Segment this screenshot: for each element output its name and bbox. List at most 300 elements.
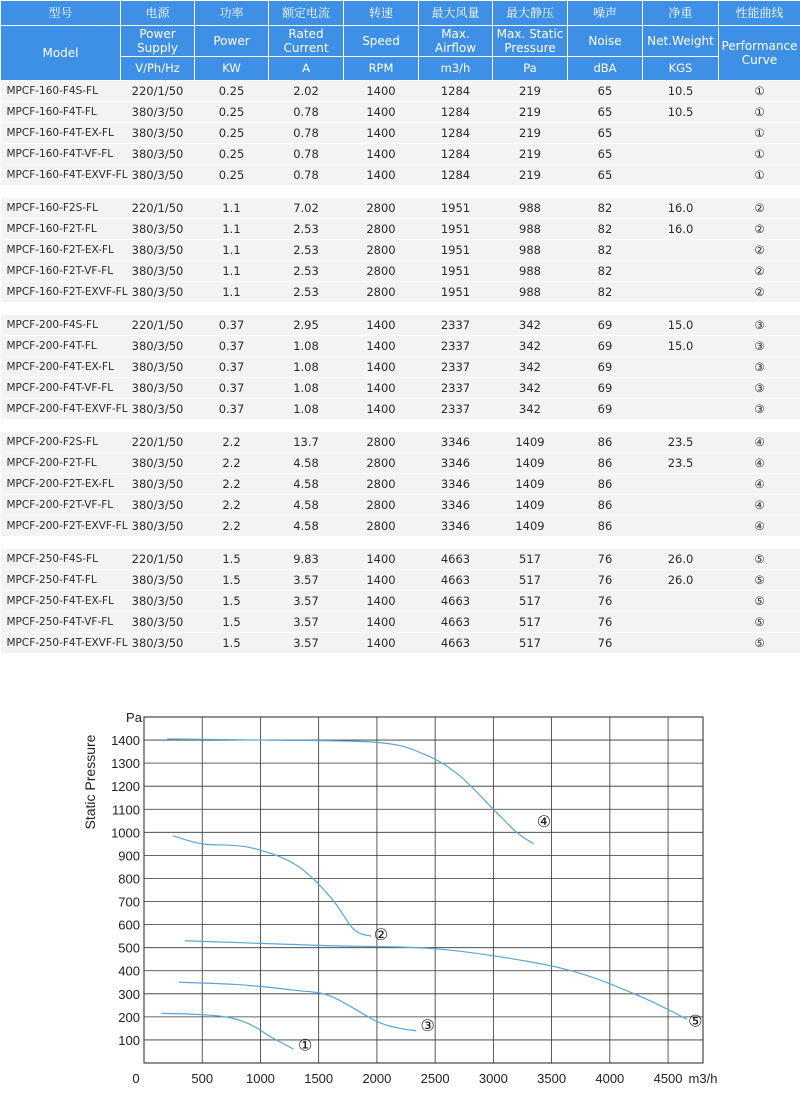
table-cell: 1951 [419,198,493,219]
table-cell: 4663 [419,570,493,591]
table-cell: 380/3/50 [121,474,195,495]
table-cell [643,261,719,282]
unit-supply: V/Ph/Hz [121,57,195,81]
table-cell: 16.0 [643,219,719,240]
header-row-zh [1,1,800,26]
table-cell: 219 [493,81,568,102]
table-cell: 13.7 [269,432,344,453]
table-cell: ⑤ [719,633,800,654]
table-cell: 4663 [419,633,493,654]
table-row [1,399,800,420]
table-cell: 1400 [344,315,419,336]
table-cell: 380/3/50 [121,240,195,261]
table-cell: 1284 [419,81,493,102]
y-tick-label: 1100 [112,802,140,818]
table-cell: 4.58 [269,474,344,495]
model-cell: MPCF-160-F2T-VF-FL [1,261,121,282]
table-cell: 2.53 [269,261,344,282]
y-axis-unit: Pa [126,710,142,725]
group-spacer-cell [1,186,800,199]
table-cell: ③ [719,315,800,336]
series-line-4 [167,739,533,844]
table-cell: 0.25 [195,165,269,186]
table-cell: 1.5 [195,612,269,633]
header-current: Rated Current [269,26,344,57]
table-cell: 1.5 [195,549,269,570]
table-cell: 380/3/50 [121,495,195,516]
y-tick-label: 700 [118,894,140,910]
table-cell: ① [719,81,800,102]
table-cell: 1400 [344,570,419,591]
table-cell: 1400 [344,336,419,357]
table-cell: 1400 [344,591,419,612]
table-cell: ② [719,198,800,219]
table-cell: 220/1/50 [121,198,195,219]
table-cell: ① [719,102,800,123]
table-cell: 342 [493,399,568,420]
table-cell: 0.37 [195,378,269,399]
table-row [1,315,800,336]
table-row [1,240,800,261]
unit-weight: KGS [643,57,719,81]
table-cell: 2337 [419,378,493,399]
table-cell: 2800 [344,453,419,474]
table-cell: 220/1/50 [121,549,195,570]
table-cell: ① [719,123,800,144]
series-line-1 [161,1013,293,1049]
header-row-units [1,57,800,81]
performance-chart-svg [0,690,800,1099]
table-cell: 4663 [419,591,493,612]
table-row [1,453,800,474]
table-cell: 380/3/50 [121,357,195,378]
table-cell: 2.2 [195,432,269,453]
x-tick-label: 500 [191,1071,214,1086]
table-cell: 1284 [419,165,493,186]
table-cell: 219 [493,123,568,144]
table-cell: 2800 [344,516,419,537]
curve-label-5: ⑤ [688,1011,703,1031]
y-tick-label: 500 [118,940,140,956]
table-cell: 517 [493,612,568,633]
table-cell: 3346 [419,516,493,537]
unit-airflow: m3/h [419,57,493,81]
table-row [1,474,800,495]
table-cell: ④ [719,474,800,495]
group-spacer [1,186,800,199]
model-cell: MPCF-160-F4S-FL [1,81,121,102]
table-cell: 65 [568,165,643,186]
table-cell: 1400 [344,144,419,165]
x-tick-label: 2000 [362,1071,392,1086]
table-cell: 10.5 [643,81,719,102]
table-cell: 380/3/50 [121,453,195,474]
table-cell: 2337 [419,357,493,378]
table-cell: 988 [493,282,568,303]
table-cell: 3346 [419,474,493,495]
series-line-2 [173,836,371,936]
table-row [1,549,800,570]
table-cell: 1.1 [195,240,269,261]
table-cell: 0.37 [195,315,269,336]
model-cell: MPCF-160-F2T-EX-FL [1,240,121,261]
header-power-zh: 功率 [195,1,269,26]
group-spacer-cell [1,420,800,433]
table-row [1,81,800,102]
header-model: Model [1,26,121,81]
table-cell [643,123,719,144]
table-cell: 3346 [419,432,493,453]
model-cell: MPCF-200-F2T-FL [1,453,121,474]
table-cell: 2.2 [195,516,269,537]
table-cell: 1.5 [195,570,269,591]
table-cell: 76 [568,549,643,570]
table-row [1,432,800,453]
table-cell: 2.2 [195,474,269,495]
table-cell: 0.78 [269,102,344,123]
table-cell: ⑤ [719,570,800,591]
y-tick-label: 1300 [111,756,140,772]
header-supply: Power Supply [121,26,195,57]
table-cell: 380/3/50 [121,612,195,633]
table-cell: ② [719,219,800,240]
model-cell: MPCF-250-F4T-FL [1,570,121,591]
table-cell [643,399,719,420]
table-cell: 65 [568,81,643,102]
model-cell: MPCF-200-F2S-FL [1,432,121,453]
table-cell: 1284 [419,102,493,123]
table-cell [643,633,719,654]
table-cell: 69 [568,336,643,357]
table-cell: 2800 [344,432,419,453]
table-cell: 4.58 [269,495,344,516]
table-cell: 988 [493,261,568,282]
y-tick-label: 1400 [111,733,140,749]
group-spacer [1,303,800,316]
table-cell: 4663 [419,612,493,633]
table-cell: ③ [719,378,800,399]
x-tick-label: 1000 [245,1071,275,1086]
table-cell: 82 [568,261,643,282]
table-row [1,633,800,654]
table-cell: ④ [719,516,800,537]
table-cell: 380/3/50 [121,144,195,165]
table-cell: 342 [493,315,568,336]
x-tick-label: 4500 [653,1071,683,1086]
table-cell: 0.37 [195,336,269,357]
table-cell: ④ [719,453,800,474]
y-tick-label: 100 [118,1032,140,1048]
table-cell [643,516,719,537]
table-cell: 86 [568,474,643,495]
table-cell [643,282,719,303]
table-cell [643,240,719,261]
table-cell: 65 [568,144,643,165]
y-tick-label: 800 [118,871,140,887]
curve-label-2: ② [373,924,389,944]
model-cell: MPCF-160-F4T-EXVF-FL [1,165,121,186]
table-cell: 1.5 [195,591,269,612]
table-cell: 517 [493,591,568,612]
table-cell: ③ [719,357,800,378]
table-cell: 1951 [419,219,493,240]
table-cell: 2800 [344,240,419,261]
table-row [1,570,800,591]
header-row-en [1,26,800,57]
table-cell: 219 [493,165,568,186]
table-cell: 380/3/50 [121,282,195,303]
table-cell: 0.78 [269,144,344,165]
table-cell: 82 [568,198,643,219]
y-tick-label: 200 [118,1009,140,1025]
table-cell: ② [719,240,800,261]
table-cell: 1400 [344,357,419,378]
header-pressure: Max. Static Pressure [493,26,568,57]
table-cell [643,165,719,186]
group-spacer-cell [1,537,800,550]
table-cell: 380/3/50 [121,591,195,612]
table-cell: 342 [493,357,568,378]
table-cell: 1400 [344,633,419,654]
x-tick-label: 2500 [420,1071,450,1086]
group-spacer [1,537,800,550]
x-axis-unit: m3/h [688,1071,718,1086]
table-cell: 10.5 [643,102,719,123]
table-cell: 1400 [344,612,419,633]
model-cell: MPCF-250-F4T-VF-FL [1,612,121,633]
header-current-zh: 额定电流 [269,1,344,26]
unit-speed: RPM [344,57,419,81]
table-cell: 220/1/50 [121,81,195,102]
table-cell: 76 [568,570,643,591]
table-cell: 4.58 [269,516,344,537]
table-row [1,357,800,378]
table-cell: 3346 [419,495,493,516]
table-cell: 2.2 [195,495,269,516]
table-cell: 380/3/50 [121,219,195,240]
table-cell: 69 [568,357,643,378]
table-cell: 0.25 [195,102,269,123]
table-cell: 0.78 [269,123,344,144]
table-cell: 65 [568,123,643,144]
header-speed: Speed [344,26,419,57]
model-cell: MPCF-200-F2T-EXVF-FL [1,516,121,537]
x-tick-label: 3500 [537,1071,567,1086]
table-cell: 1951 [419,282,493,303]
table-row [1,261,800,282]
header-noise: Noise [568,26,643,57]
header-airflow: Max. Airflow [419,26,493,57]
table-cell: 76 [568,591,643,612]
model-cell: MPCF-200-F4T-VF-FL [1,378,121,399]
unit-noise: dBA [568,57,643,81]
table-cell: 2.2 [195,453,269,474]
header-supply-zh: 电源 [121,1,195,26]
table-row [1,144,800,165]
model-cell: MPCF-160-F4T-FL [1,102,121,123]
header-curve-zh: 性能曲线 [719,1,800,26]
table-cell: 3.57 [269,612,344,633]
table-cell: 517 [493,633,568,654]
table-cell [643,495,719,516]
unit-power: KW [195,57,269,81]
table-cell: 86 [568,516,643,537]
table-cell: 0.78 [269,165,344,186]
header-speed-zh: 转速 [344,1,419,26]
y-tick-label: 900 [118,848,140,864]
table-cell: 0.25 [195,81,269,102]
table-cell: 342 [493,336,568,357]
table-cell: 1284 [419,123,493,144]
table-cell: 15.0 [643,315,719,336]
table-row [1,516,800,537]
table-cell: 1409 [493,474,568,495]
y-tick-label: 1200 [111,779,140,795]
table-cell: ④ [719,432,800,453]
table-cell [643,612,719,633]
table-cell: 1409 [493,432,568,453]
table-cell: 3.57 [269,570,344,591]
y-axis-label: Static Pressure [82,734,98,830]
table-cell: ⑤ [719,612,800,633]
table-cell: 2800 [344,198,419,219]
table-cell: 65 [568,102,643,123]
table-cell: 16.0 [643,198,719,219]
performance-chart [0,690,800,1099]
header-noise-zh: 噪声 [568,1,643,26]
header-model-zh: 型号 [1,1,121,26]
table-cell: 1.1 [195,219,269,240]
table-cell: 1.1 [195,261,269,282]
table-cell [643,357,719,378]
table-cell: 7.02 [269,198,344,219]
plot-frame [144,717,703,1063]
table-row [1,198,800,219]
table-cell: 82 [568,219,643,240]
table-cell: 82 [568,240,643,261]
model-cell: MPCF-160-F4T-VF-FL [1,144,121,165]
x-tick-label: 3000 [478,1071,508,1086]
table-cell: 0.37 [195,399,269,420]
table-row [1,219,800,240]
table-cell: 1400 [344,378,419,399]
table-row [1,336,800,357]
unit-pressure: Pa [493,57,568,81]
table-cell: 2800 [344,219,419,240]
table-cell: 1409 [493,453,568,474]
table-cell: 1409 [493,495,568,516]
table-cell: 220/1/50 [121,432,195,453]
table-cell: 1400 [344,123,419,144]
model-cell: MPCF-160-F2S-FL [1,198,121,219]
table-cell: ① [719,144,800,165]
table-cell: 380/3/50 [121,336,195,357]
table-cell: 1.1 [195,282,269,303]
table-cell: 3346 [419,453,493,474]
model-cell: MPCF-250-F4T-EX-FL [1,591,121,612]
table-cell: 2800 [344,495,419,516]
table-cell: 1.5 [195,633,269,654]
table-cell: 69 [568,315,643,336]
table-cell: 380/3/50 [121,102,195,123]
table-cell: ③ [719,336,800,357]
table-cell: 82 [568,282,643,303]
table-cell: 15.0 [643,336,719,357]
table-cell: 219 [493,102,568,123]
table-row [1,495,800,516]
model-cell: MPCF-200-F4T-EXVF-FL [1,399,121,420]
table-cell: 517 [493,549,568,570]
table-cell: 4.58 [269,453,344,474]
spec-table-body [1,81,800,654]
model-cell: MPCF-200-F4T-EX-FL [1,357,121,378]
table-cell: ② [719,261,800,282]
table-cell: 380/3/50 [121,123,195,144]
model-cell: MPCF-250-F4T-EXVF-FL [1,633,121,654]
curve-label-4: ④ [536,811,552,831]
table-cell: 2.53 [269,240,344,261]
table-cell: 86 [568,495,643,516]
y-tick-label: 600 [118,917,140,933]
model-cell: MPCF-200-F2T-EX-FL [1,474,121,495]
unit-current: A [269,57,344,81]
y-tick-label: 300 [118,986,140,1002]
model-cell: MPCF-250-F4S-FL [1,549,121,570]
model-cell: MPCF-160-F4T-EX-FL [1,123,121,144]
table-cell: 1400 [344,399,419,420]
table-cell: 380/3/50 [121,165,195,186]
model-cell: MPCF-160-F2T-FL [1,219,121,240]
table-cell: 380/3/50 [121,378,195,399]
table-row [1,165,800,186]
table-cell [643,591,719,612]
model-cell: MPCF-200-F2T-VF-FL [1,495,121,516]
table-row [1,378,800,399]
model-cell: MPCF-200-F4T-FL [1,336,121,357]
table-cell: ① [719,165,800,186]
x-tick-label: 4000 [595,1071,625,1086]
table-cell: ③ [719,399,800,420]
table-cell: 2800 [344,474,419,495]
table-cell: 1.1 [195,198,269,219]
table-cell: 380/3/50 [121,570,195,591]
series-line-3 [179,982,416,1030]
table-row [1,102,800,123]
table-cell: 1951 [419,240,493,261]
table-cell: 2337 [419,315,493,336]
table-cell: ② [719,282,800,303]
table-cell: 9.83 [269,549,344,570]
table-cell: 380/3/50 [121,399,195,420]
table-cell: 4663 [419,549,493,570]
curve-label-1: ① [298,1035,313,1055]
y-tick-label: 1000 [111,825,140,841]
table-cell: 23.5 [643,432,719,453]
table-cell: 0.25 [195,123,269,144]
table-cell: 0.25 [195,144,269,165]
table-cell: 2337 [419,336,493,357]
header-weight: Net.Weight [643,26,719,57]
table-cell: 69 [568,399,643,420]
group-spacer [1,420,800,433]
table-cell: 988 [493,240,568,261]
group-spacer-cell [1,303,800,316]
table-cell: 86 [568,453,643,474]
table-cell: 2.53 [269,282,344,303]
table-row [1,282,800,303]
table-cell [643,144,719,165]
table-cell: ⑤ [719,549,800,570]
